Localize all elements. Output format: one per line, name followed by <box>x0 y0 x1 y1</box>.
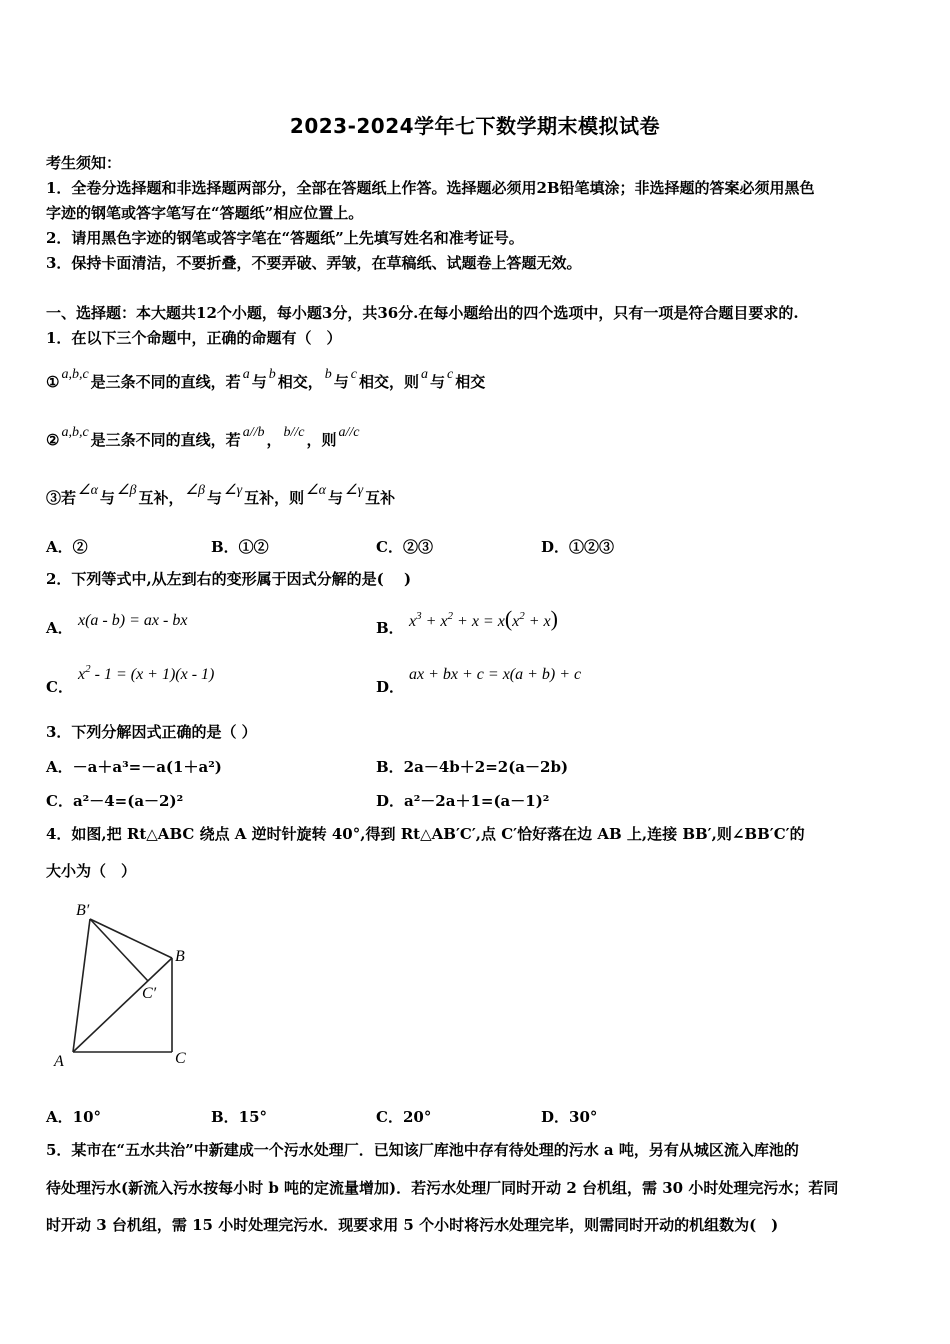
label-b-prime: B′ <box>76 902 90 919</box>
q1-option-d[interactable]: D．①②③ <box>541 538 615 556</box>
text: 与 <box>251 373 267 391</box>
math: ∠β <box>116 483 137 498</box>
math: - 1 = (x + 1)(x - 1) <box>90 666 215 683</box>
segment-ab <box>73 958 172 1052</box>
notice-item-1b: 字迹的钢笔或答字笔写在“答题纸”相应位置上。 <box>46 204 364 222</box>
math: 2 <box>85 663 91 675</box>
text: ， <box>266 431 282 449</box>
math: a//b <box>242 425 265 440</box>
q2-option-b-formula <box>409 606 558 632</box>
math: + x = x <box>453 613 505 630</box>
math: a <box>242 367 250 382</box>
math: a <box>420 367 428 382</box>
math: ∠γ <box>224 483 243 498</box>
text: 与 <box>328 489 344 507</box>
q3-option-b[interactable]: B．2a－4b＋2=2(a－2b) <box>376 758 569 776</box>
mark: ② <box>46 431 60 449</box>
text: 与 <box>333 373 349 391</box>
q4-option-b[interactable]: B．15° <box>211 1108 268 1126</box>
mark: ③若 <box>46 489 77 507</box>
math: b <box>268 367 276 382</box>
math: ( <box>504 606 513 631</box>
math: b <box>324 367 332 382</box>
q1-proposition-2 <box>46 425 362 452</box>
math: x <box>78 666 86 683</box>
text: 相交，则 <box>358 373 419 391</box>
q3-option-a[interactable]: A．－a＋a³=－a(1＋a²) <box>46 758 222 776</box>
math: x <box>409 613 417 630</box>
text: 相交， <box>277 373 323 391</box>
math: c <box>446 367 454 382</box>
label-c-prime: C′ <box>142 985 157 1002</box>
text: 互补，则 <box>244 489 305 507</box>
q3-option-d[interactable]: D．a²－2a＋1=(a－1)² <box>376 792 550 810</box>
q4-stem-line1: 4．如图,把 Rt△ABC 绕点 A 逆时针旋转 40°,得到 Rt△AB′C′,点 C′恰好落在边 AB 上,连接 BB′,则∠BB′C′的 <box>46 825 805 843</box>
math: 3 <box>416 610 422 622</box>
math: b//c <box>283 425 305 440</box>
text: 互补， <box>138 489 184 507</box>
q2-option-a-formula: x(a - b) = ax - bx <box>78 612 188 629</box>
text: 相交 <box>455 373 486 391</box>
label-a: A <box>54 1053 64 1070</box>
q1-option-a[interactable]: A．② <box>46 538 88 556</box>
math: 2 <box>519 610 525 622</box>
q1-option-b[interactable]: B．①② <box>211 538 269 556</box>
math: ∠α <box>78 483 98 498</box>
math: ∠α <box>306 483 327 498</box>
text: 与 <box>99 489 115 507</box>
notice-item-2: 2．请用黑色字迹的钢笔或答字笔在“答题纸”上先填写姓名和准考证号。 <box>46 229 524 247</box>
q4-option-a[interactable]: A．10° <box>46 1108 102 1126</box>
q2-stem: 2．下列等式中,从左到右的变形属于因式分解的是( ) <box>46 570 412 588</box>
q2-label-d[interactable]: D． <box>376 678 405 696</box>
q4-figure <box>40 895 210 1075</box>
math: ) <box>550 606 558 631</box>
notice-heading: 考生须知： <box>46 154 122 172</box>
q1-stem: 1．在以下三个命题中，正确的命题有（ ） <box>46 329 342 347</box>
q2-option-d-formula: ax + bx + c = x(a + b) + c <box>409 666 582 683</box>
math: + x <box>524 613 551 630</box>
q1-proposition-3 <box>46 483 396 510</box>
q2-label-c[interactable]: C． <box>46 678 73 696</box>
q3-option-c[interactable]: C．a²－4=(a－2)² <box>46 792 184 810</box>
q4-option-c[interactable]: C．20° <box>376 1108 432 1126</box>
math: x <box>512 613 520 630</box>
segment-ab-prime <box>73 919 90 1052</box>
label-b: B <box>175 948 185 965</box>
math: 2 <box>447 610 454 622</box>
q2-label-b[interactable]: B． <box>376 619 404 637</box>
q4-stem-line2: 大小为（ ） <box>46 862 137 880</box>
math: + x <box>421 613 448 630</box>
q2-option-c-formula <box>78 663 215 684</box>
segment-bb-prime <box>90 919 172 958</box>
text: 与 <box>207 489 223 507</box>
math: ∠γ <box>345 483 364 498</box>
q1-option-c[interactable]: C．②③ <box>376 538 433 556</box>
text: ，则 <box>306 431 337 449</box>
q5-line1: 5．某市在“五水共治”中新建成一个污水处理厂．已知该厂库池中存有待处理的污水 a 吨，另有从城区流入库池的 <box>46 1141 799 1159</box>
math: a,b,c <box>61 425 89 440</box>
page-title: 2023-2024学年七下数学期末模拟试卷 <box>289 114 661 138</box>
text: 是三条不同的直线，若 <box>90 373 241 391</box>
math: a//c <box>338 425 360 440</box>
q5-line2: 待处理污水(新流入污水按每小时 b 吨的定流量增加)．若污水处理厂同时开动 2 台机组，需 30 小时处理完污水；若同 <box>46 1179 839 1197</box>
q3-stem: 3．下列分解因式正确的是（ ） <box>46 723 257 741</box>
notice-item-3: 3．保持卡面清洁，不要折叠，不要弄破、弄皱，在草稿纸、试题卷上答题无效。 <box>46 254 582 272</box>
section-heading: 一、选择题：本大题共12个小题，每小题3分，共36分.在每小题给出的四个选项中，只有一项是符合题目要求的. <box>46 304 799 322</box>
notice-item-1a: 1．全卷分选择题和非选择题两部分，全部在答题纸上作答。选择题必须用2B铅笔填涂；非选择题的答案必须用黑色 <box>46 179 815 197</box>
segment-b-prime-c-prime <box>90 919 148 981</box>
mark: ① <box>46 373 60 391</box>
q2-label-a[interactable]: A． <box>46 619 73 637</box>
text: 与 <box>429 373 445 391</box>
math: ∠β <box>185 483 206 498</box>
text: 互补 <box>365 489 396 507</box>
label-c: C <box>175 1050 186 1067</box>
q5-line3: 时开动 3 台机组，需 15 小时处理完污水．现要求用 5 个小时将污水处理完毕，则需同时开动的机组数为( ) <box>46 1216 779 1234</box>
text: 是三条不同的直线，若 <box>90 431 241 449</box>
q1-proposition-1 <box>46 367 486 394</box>
q4-option-d[interactable]: D．30° <box>541 1108 598 1126</box>
math: a,b,c <box>61 367 89 382</box>
math: c <box>350 367 357 382</box>
